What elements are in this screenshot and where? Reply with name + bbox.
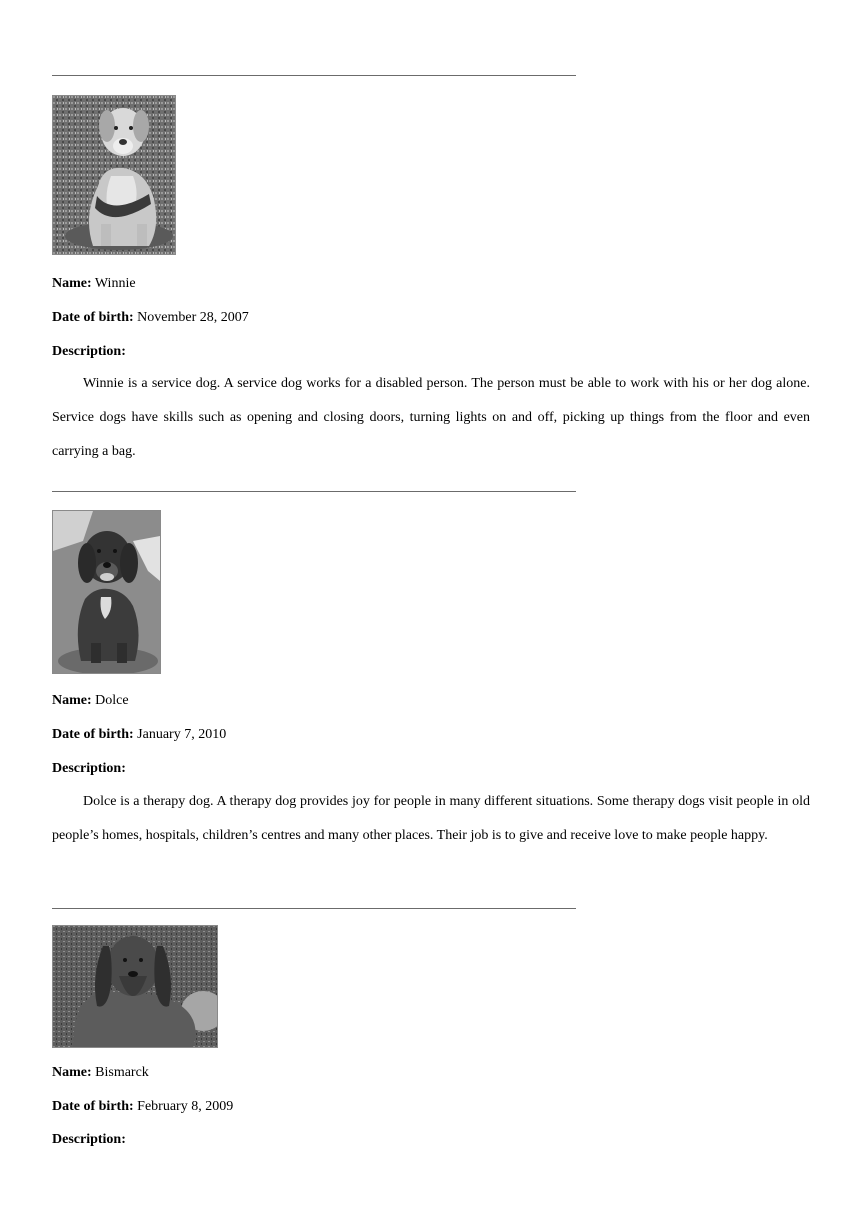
dog-dob-value: November 28, 2007	[137, 310, 249, 325]
dog-name-value: Bismarck	[95, 1065, 149, 1080]
dog-dob-field	[52, 309, 249, 327]
section-divider	[52, 908, 576, 909]
dog-dob-field	[52, 726, 226, 744]
name-label: Name:	[52, 1065, 92, 1080]
dog-dob-value: January 7, 2010	[137, 727, 227, 742]
dob-label: Date of birth:	[52, 310, 134, 325]
dog-description-heading	[52, 343, 126, 361]
dog-description-text: Dolce is a therapy dog. A therapy dog provides joy for people in many different situations. Some therapy dogs visit people in old people’s homes, hospitals, children’s centres and many other places. Their job is to give and receive love to make people happy.	[52, 794, 810, 843]
dog-description-heading	[52, 1131, 126, 1149]
description-label: Description:	[52, 1132, 126, 1147]
dob-label: Date of birth:	[52, 1099, 134, 1114]
dog-photo-dolce	[52, 510, 161, 674]
section-divider	[52, 491, 576, 492]
name-label: Name:	[52, 276, 92, 291]
dog-name-field	[52, 692, 129, 710]
dog-name-value: Dolce	[95, 693, 129, 708]
dog-name-field	[52, 1064, 149, 1082]
name-label: Name:	[52, 693, 92, 708]
section-divider	[52, 75, 576, 76]
dog-dob-value: February 8, 2009	[137, 1099, 234, 1114]
dog-photo-winnie	[52, 95, 176, 255]
dog-description-text: Winnie is a service dog. A service dog works for a disabled person. The person must be able to work with his or her dog alone. Service dogs have skills such as opening and closing doors, turning lights on and off, picking up things from the floor and even carrying a bag.	[52, 376, 810, 459]
dob-label: Date of birth:	[52, 727, 134, 742]
dog-photo-bismarck	[52, 925, 218, 1048]
dog-name-value: Winnie	[94, 276, 136, 291]
description-label: Description:	[52, 344, 126, 359]
description-label: Description:	[52, 761, 126, 776]
dog-dob-field	[52, 1098, 233, 1116]
dog-name-field	[52, 275, 136, 293]
dog-description-heading	[52, 760, 126, 778]
